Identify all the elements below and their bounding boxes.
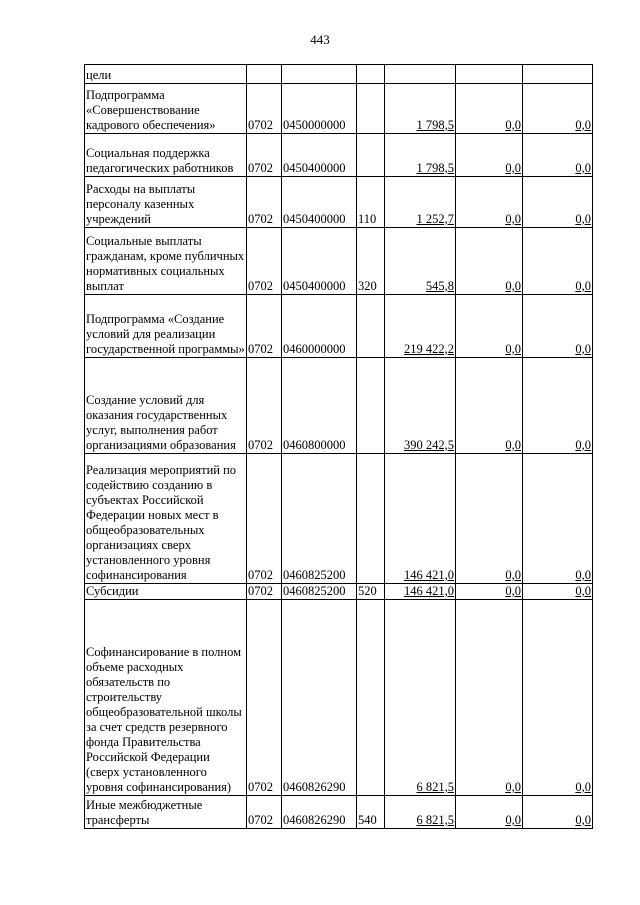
amount-cell-2-value: 0,0 [505,118,521,132]
amount-cell-3 [523,584,593,600]
amount-cell [385,584,456,600]
row-name-cell: Иные межбюджетные трансферты [85,796,247,829]
amount-cell [385,358,456,454]
amount-cell-3-value: 0,0 [575,438,591,452]
amount-cell-2 [456,228,523,295]
row-name-cell: Создание условий для оказания государственных услуг, выполнения работ организациями образования [85,358,247,454]
expense-type-code-cell: 320 [357,228,385,295]
amount-cell-3 [523,295,593,358]
amount-cell-value: 1 252,7 [416,212,454,226]
section-code-cell [247,65,282,84]
section-code-cell: 0702 [247,454,282,584]
amount-cell [385,600,456,796]
table-row [85,65,593,84]
amount-cell-value: 146 421,0 [404,584,454,598]
amount-cell-2-value: 0,0 [505,212,521,226]
expense-type-code-cell [357,65,385,84]
amount-cell-value: 1 798,5 [416,118,454,132]
amount-cell [385,796,456,829]
amount-cell-3-value: 0,0 [575,568,591,582]
amount-cell-2 [456,65,523,84]
table-row [85,84,593,134]
expense-type-code-cell [357,134,385,177]
amount-cell-3 [523,796,593,829]
section-code-cell: 0702 [247,228,282,295]
amount-cell-2-value: 0,0 [505,438,521,452]
target-article-code-cell [282,65,357,84]
amount-cell [385,177,456,228]
section-code-cell: 0702 [247,84,282,134]
amount-cell-value: 6 821,5 [416,780,454,794]
amount-cell-3 [523,65,593,84]
row-name-cell: Социальная поддержка педагогических работников [85,134,247,177]
table-row [85,228,593,295]
row-name-cell: Расходы на выплаты персоналу казенных учреждений [85,177,247,228]
amount-cell-3 [523,600,593,796]
amount-cell-value: 219 422,2 [404,342,454,356]
amount-cell-3 [523,228,593,295]
target-article-code-cell: 0460825200 [282,454,357,584]
amount-cell-2 [456,84,523,134]
table-row [85,358,593,454]
amount-cell-3-value: 0,0 [575,279,591,293]
amount-cell-value: 545,8 [425,279,454,293]
amount-cell [385,134,456,177]
section-code-cell: 0702 [247,358,282,454]
amount-cell-value: 1 798,5 [416,161,454,175]
amount-cell-2-value: 0,0 [505,342,521,356]
page-number: 443 [310,32,330,47]
amount-cell [385,65,456,84]
table-row [85,796,593,829]
expense-type-code-cell: 110 [357,177,385,228]
amount-cell-3-value: 0,0 [575,780,591,794]
amount-cell-3-value: 0,0 [575,813,591,827]
expense-type-code-cell [357,454,385,584]
target-article-code-cell: 0450400000 [282,177,357,228]
amount-cell [385,84,456,134]
amount-cell-3 [523,134,593,177]
amount-cell-3-value: 0,0 [575,584,591,598]
amount-cell-value: 146 421,0 [404,568,454,582]
table-row [85,584,593,600]
amount-cell-2 [456,177,523,228]
amount-cell-3-value: 0,0 [575,342,591,356]
amount-cell [385,228,456,295]
target-article-code-cell: 0460826290 [282,600,357,796]
amount-cell-3 [523,358,593,454]
expense-type-code-cell [357,358,385,454]
section-code-cell: 0702 [247,134,282,177]
amount-cell-3-value: 0,0 [575,212,591,226]
amount-cell-2 [456,454,523,584]
amount-cell-2-value: 0,0 [505,568,521,582]
expense-type-code-cell [357,295,385,358]
amount-cell-3-value: 0,0 [575,118,591,132]
section-code-cell: 0702 [247,177,282,228]
row-name-cell: Субсидии [85,584,247,600]
amount-cell-3 [523,454,593,584]
section-code-cell: 0702 [247,796,282,829]
target-article-code-cell: 0460000000 [282,295,357,358]
amount-cell-2 [456,796,523,829]
expense-type-code-cell: 540 [357,796,385,829]
amount-cell-2 [456,134,523,177]
section-code-cell: 0702 [247,584,282,600]
row-name-cell: цели [85,65,247,84]
table-row [85,177,593,228]
table-row [85,454,593,584]
target-article-code-cell: 0460800000 [282,358,357,454]
amount-cell-2 [456,358,523,454]
amount-cell [385,454,456,584]
expense-type-code-cell: 520 [357,584,385,600]
table-row [85,295,593,358]
amount-cell-3 [523,177,593,228]
target-article-code-cell: 0460825200 [282,584,357,600]
expense-type-code-cell [357,84,385,134]
target-article-code-cell: 0450400000 [282,134,357,177]
amount-cell-value: 390 242,5 [404,438,454,452]
amount-cell-2-value: 0,0 [505,780,521,794]
table-row [85,600,593,796]
target-article-code-cell: 0460826290 [282,796,357,829]
row-name-cell: Подпрограмма «Создание условий для реализации государственной программы» [85,295,247,358]
row-name-cell: Софинансирование в полном объеме расходных обязательств по строительству общеобразовательной школы за счет средств резервного фонда Правительства Российской Федерации (сверх установленного уровня софинансирования) [85,600,247,796]
budget-table [84,64,593,829]
section-code-cell: 0702 [247,600,282,796]
amount-cell-value: 6 821,5 [416,813,454,827]
amount-cell-2 [456,600,523,796]
amount-cell-2-value: 0,0 [505,161,521,175]
amount-cell-3-value: 0,0 [575,161,591,175]
row-name-cell: Подпрограмма «Совершенствование кадрового обеспечения» [85,84,247,134]
amount-cell [385,295,456,358]
row-name-cell: Реализация мероприятий по содействию созданию в субъектах Российской Федерации новых мест в общеобразовательных организациях сверх установленного уровня софинансирования [85,454,247,584]
expense-type-code-cell [357,600,385,796]
amount-cell-2-value: 0,0 [505,584,521,598]
amount-cell-2 [456,584,523,600]
target-article-code-cell: 0450000000 [282,84,357,134]
table-row [85,134,593,177]
row-name-cell: Социальные выплаты гражданам, кроме публичных нормативных социальных выплат [85,228,247,295]
amount-cell-3 [523,84,593,134]
target-article-code-cell: 0450400000 [282,228,357,295]
amount-cell-2 [456,295,523,358]
section-code-cell: 0702 [247,295,282,358]
amount-cell-2-value: 0,0 [505,279,521,293]
amount-cell-2-value: 0,0 [505,813,521,827]
